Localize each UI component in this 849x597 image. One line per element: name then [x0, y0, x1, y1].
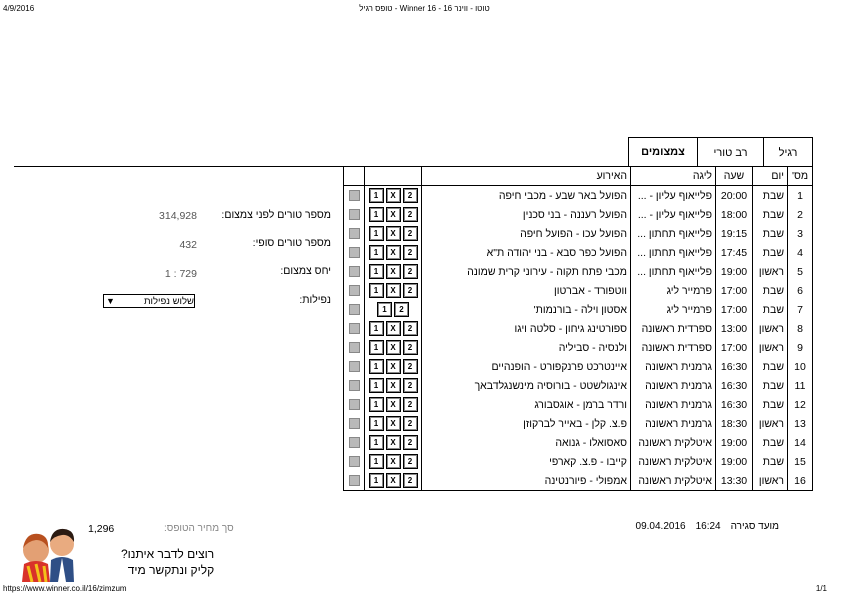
table-row — [344, 452, 813, 471]
row-event: מכבי פתח תקוה - עירוני קרית שמונה — [422, 262, 631, 281]
falls-select-value: שלוש נפילות — [143, 295, 194, 307]
bet-group — [369, 473, 418, 488]
row-select-checkbox[interactable] — [349, 228, 360, 239]
row-league: גרמנית ראשונה — [631, 414, 716, 433]
table-row — [344, 319, 813, 338]
table-row — [344, 414, 813, 433]
bet-option-button[interactable]: 1 — [369, 359, 384, 374]
row-day: שבת — [753, 224, 788, 243]
bet-option-button[interactable]: 1 — [369, 378, 384, 393]
bet-option-button[interactable]: 1 — [369, 245, 384, 260]
row-num: 12 — [788, 395, 813, 414]
row-league: פלייאוף עליון - ... — [631, 186, 716, 206]
header-day: יום — [753, 167, 788, 186]
form-tabs — [629, 137, 813, 167]
row-num: 16 — [788, 471, 813, 491]
row-bets — [365, 243, 422, 262]
row-league: איטלקית ראשונה — [631, 452, 716, 471]
bet-option-button[interactable]: X — [386, 473, 401, 488]
row-time: 13:00 — [716, 319, 753, 338]
closing-label: מועד סגירה — [730, 521, 779, 532]
row-day: שבת — [753, 433, 788, 452]
row-time: 16:30 — [716, 357, 753, 376]
bet-option-button[interactable]: X — [386, 321, 401, 336]
row-league: גרמנית ראשונה — [631, 395, 716, 414]
bet-option-button[interactable]: 1 — [369, 321, 384, 336]
row-time: 20:00 — [716, 186, 753, 206]
row-league: גרמנית ראשונה — [631, 357, 716, 376]
bet-option-button[interactable]: 2 — [394, 302, 409, 317]
contact-line1: רוצים לדבר איתנו? — [121, 547, 215, 561]
row-event: ספורטינג גיחון - סלטה ויגו — [422, 319, 631, 338]
row-day: שבת — [753, 205, 788, 224]
row-event: הפועל באר שבע - מכבי חיפה — [422, 186, 631, 206]
row-select-cell — [344, 186, 365, 206]
bet-option-button[interactable]: 2 — [403, 416, 418, 431]
row-select-cell — [344, 262, 365, 281]
row-num: 11 — [788, 376, 813, 395]
row-select-checkbox[interactable] — [349, 418, 360, 429]
bet-group — [369, 378, 418, 393]
table-row — [344, 395, 813, 414]
table-row — [344, 281, 813, 300]
bet-option-button[interactable]: X — [386, 264, 401, 279]
row-select-checkbox[interactable] — [349, 209, 360, 220]
row-event: אינגולשטט - בורוסיה מינשנגלדבאך — [422, 376, 631, 395]
row-select-checkbox[interactable] — [349, 399, 360, 410]
ratio-label: יחס צמצום: — [280, 265, 331, 277]
row-day: שבת — [753, 452, 788, 471]
bet-option-button[interactable]: 2 — [403, 359, 418, 374]
row-bets — [365, 395, 422, 414]
row-event: אמפולי - פיורנטינה — [422, 471, 631, 491]
row-time: 17:00 — [716, 338, 753, 357]
header-league: ליגה — [631, 167, 716, 186]
table-header — [344, 167, 813, 186]
bet-option-button[interactable]: 1 — [369, 264, 384, 279]
row-event: הפועל כפר סבא - בני יהודה ת"א — [422, 243, 631, 262]
table-row — [344, 471, 813, 491]
row-select-cell — [344, 452, 365, 471]
support-avatars-icon[interactable] — [14, 520, 84, 582]
bet-option-button[interactable]: 1 — [369, 340, 384, 355]
row-select-checkbox[interactable] — [349, 361, 360, 372]
row-time: 18:30 — [716, 414, 753, 433]
bet-option-button[interactable]: 2 — [403, 188, 418, 203]
bet-option-button[interactable]: 1 — [369, 188, 384, 203]
bet-option-button[interactable]: X — [386, 435, 401, 450]
bet-option-button[interactable]: 1 — [369, 207, 384, 222]
bet-option-button[interactable]: 1 — [369, 416, 384, 431]
row-num: 8 — [788, 319, 813, 338]
bet-option-button[interactable]: X — [386, 359, 401, 374]
tab-regular[interactable]: רגיל — [763, 137, 813, 167]
row-day: שבת — [753, 376, 788, 395]
bet-option-button[interactable]: X — [386, 207, 401, 222]
row-event: ולנסיה - סביליה — [422, 338, 631, 357]
row-select-checkbox[interactable] — [349, 342, 360, 353]
row-num: 3 — [788, 224, 813, 243]
bet-option-button[interactable]: X — [386, 245, 401, 260]
bet-option-button[interactable]: X — [386, 340, 401, 355]
row-select-checkbox[interactable] — [349, 456, 360, 467]
bet-option-button[interactable]: 1 — [369, 435, 384, 450]
row-select-checkbox[interactable] — [349, 380, 360, 391]
row-time: 13:30 — [716, 471, 753, 491]
row-time: 19:00 — [716, 262, 753, 281]
bet-option-button[interactable]: 2 — [403, 473, 418, 488]
bet-option-button[interactable]: X — [386, 226, 401, 241]
table-row — [344, 262, 813, 281]
row-league: ספרדית ראשונה — [631, 338, 716, 357]
ratio-value: 1 : 729 — [164, 268, 197, 280]
row-league: פרמייר ליג — [631, 300, 716, 319]
row-num: 1 — [788, 186, 813, 206]
row-select-cell — [344, 414, 365, 433]
falls-select[interactable] — [103, 294, 195, 308]
bet-group — [369, 207, 418, 222]
row-num: 4 — [788, 243, 813, 262]
row-day: שבת — [753, 243, 788, 262]
table-row — [344, 300, 813, 319]
row-bets — [365, 376, 422, 395]
print-page: 1/1 — [815, 584, 827, 593]
header-event: האירוע — [422, 167, 631, 186]
row-time: 16:30 — [716, 376, 753, 395]
tab-multi[interactable]: רב טורי — [697, 137, 764, 167]
row-league: פלייאוף תחתון ... — [631, 262, 716, 281]
row-select-checkbox[interactable] — [349, 266, 360, 277]
row-day: שבת — [753, 357, 788, 376]
row-select-cell — [344, 338, 365, 357]
table-row — [344, 243, 813, 262]
row-select-cell — [344, 433, 365, 452]
row-event: הפועל רעננה - בני סכנין — [422, 205, 631, 224]
table-row — [344, 357, 813, 376]
bet-option-button[interactable]: 2 — [403, 207, 418, 222]
closing-info — [636, 521, 779, 532]
row-league: איטלקית ראשונה — [631, 471, 716, 491]
row-day: ראשון — [753, 262, 788, 281]
total-price-label: סך מחיר הטופס: — [164, 523, 234, 534]
row-num: 10 — [788, 357, 813, 376]
final-columns-label: מספר טורים סופי: — [252, 237, 331, 249]
row-bets — [365, 186, 422, 206]
row-event: אסטון וילה - בורנמות' — [422, 300, 631, 319]
row-select-checkbox[interactable] — [349, 304, 360, 315]
row-select-checkbox[interactable] — [349, 437, 360, 448]
row-bets — [365, 338, 422, 357]
bet-option-button[interactable]: 2 — [403, 321, 418, 336]
row-bets — [365, 262, 422, 281]
bet-option-button[interactable]: 2 — [403, 245, 418, 260]
row-league: פלייאוף תחתון ... — [631, 224, 716, 243]
bet-option-button[interactable]: X — [386, 454, 401, 469]
row-league: פלייאוף עליון - ... — [631, 205, 716, 224]
print-url: https://www.winner.co.il/16/zimzum — [3, 584, 127, 593]
bet-group — [369, 245, 418, 260]
row-time: 19:00 — [716, 433, 753, 452]
row-event: פ.צ. קלן - באייר לברקוזן — [422, 414, 631, 433]
table-row — [344, 224, 813, 243]
row-bets — [365, 300, 422, 319]
row-event: ורדר ברמן - אוגסבורג — [422, 395, 631, 414]
matches-table — [343, 167, 813, 491]
bet-group — [369, 359, 418, 374]
row-bets — [365, 224, 422, 243]
row-time: 17:45 — [716, 243, 753, 262]
closing-date: 09.04.2016 — [635, 521, 686, 532]
row-time: 19:00 — [716, 452, 753, 471]
bet-group — [377, 302, 409, 317]
bet-option-button[interactable]: 1 — [369, 226, 384, 241]
row-league: איטלקית ראשונה — [631, 433, 716, 452]
final-columns-value: 432 — [179, 239, 197, 251]
row-bets — [365, 319, 422, 338]
header-time: שעה — [716, 167, 753, 186]
row-event: הפועל עכו - הפועל חיפה — [422, 224, 631, 243]
bet-option-button[interactable]: 1 — [369, 454, 384, 469]
row-num: 6 — [788, 281, 813, 300]
print-date: 4/9/2016 — [3, 4, 35, 13]
dropdown-arrow-icon: ▼ — [106, 296, 115, 306]
bet-option-button[interactable]: 2 — [403, 283, 418, 298]
row-bets — [365, 433, 422, 452]
row-bets — [365, 357, 422, 376]
row-select-cell — [344, 281, 365, 300]
bet-option-button[interactable]: 1 — [369, 397, 384, 412]
row-event: קייבו - פ.צ. קארפי — [422, 452, 631, 471]
row-num: 7 — [788, 300, 813, 319]
row-select-checkbox[interactable] — [349, 475, 360, 486]
bet-option-button[interactable]: 2 — [403, 226, 418, 241]
row-select-checkbox[interactable] — [349, 285, 360, 296]
bet-option-button[interactable]: 2 — [403, 340, 418, 355]
bet-group — [369, 454, 418, 469]
header-num: מס' — [788, 167, 813, 186]
bet-option-button[interactable]: X — [386, 397, 401, 412]
row-time: 17:00 — [716, 300, 753, 319]
bet-option-button[interactable]: 2 — [403, 378, 418, 393]
bet-group — [369, 435, 418, 450]
row-day: ראשון — [753, 319, 788, 338]
table-row — [344, 338, 813, 357]
bet-group — [369, 188, 418, 203]
columns-before-value: 314,928 — [159, 210, 197, 222]
row-select-checkbox[interactable] — [349, 247, 360, 258]
bet-group — [369, 321, 418, 336]
bet-group — [369, 340, 418, 355]
bet-group — [369, 283, 418, 298]
bet-option-button[interactable]: 1 — [369, 283, 384, 298]
bet-option-button[interactable]: 2 — [403, 454, 418, 469]
row-day: שבת — [753, 281, 788, 300]
row-event: ווטפורד - אברטון — [422, 281, 631, 300]
row-day: שבת — [753, 395, 788, 414]
row-select-cell — [344, 471, 365, 491]
bet-group — [369, 264, 418, 279]
row-num: 14 — [788, 433, 813, 452]
row-event: איינטרכט פרנקפורט - הופנהיים — [422, 357, 631, 376]
row-num: 5 — [788, 262, 813, 281]
row-league: ספרדית ראשונה — [631, 319, 716, 338]
row-select-cell — [344, 300, 365, 319]
row-bets — [365, 281, 422, 300]
bet-option-button[interactable]: 2 — [403, 435, 418, 450]
table-row — [344, 433, 813, 452]
bet-option-button[interactable]: X — [386, 188, 401, 203]
print-title: טופס רגיל - Winner 16 - טוטו - ווינר 16 — [359, 4, 490, 13]
row-select-checkbox[interactable] — [349, 190, 360, 201]
bet-option-button[interactable]: 1 — [377, 302, 392, 317]
row-select-cell — [344, 376, 365, 395]
row-time: 19:15 — [716, 224, 753, 243]
row-bets — [365, 452, 422, 471]
row-bets — [365, 414, 422, 433]
row-day: ראשון — [753, 471, 788, 491]
row-select-cell — [344, 205, 365, 224]
table-row — [344, 186, 813, 206]
contact-line2: קליק ונתקשר מיד — [127, 563, 215, 577]
contact-callout[interactable] — [121, 546, 214, 578]
row-day: ראשון — [753, 338, 788, 357]
row-num: 13 — [788, 414, 813, 433]
row-time: 17:00 — [716, 281, 753, 300]
row-num: 2 — [788, 205, 813, 224]
bet-option-button[interactable]: 2 — [403, 264, 418, 279]
header-bets — [365, 167, 422, 186]
row-num: 9 — [788, 338, 813, 357]
row-num: 15 — [788, 452, 813, 471]
row-league: פרמייר ליג — [631, 281, 716, 300]
bet-group — [369, 397, 418, 412]
tab-reductions[interactable]: צמצומים — [628, 137, 698, 167]
row-select-cell — [344, 243, 365, 262]
row-bets — [365, 471, 422, 491]
bet-group — [369, 416, 418, 431]
row-select-cell — [344, 395, 365, 414]
row-select-cell — [344, 357, 365, 376]
row-select-cell — [344, 224, 365, 243]
table-row — [344, 376, 813, 395]
bet-option-button[interactable]: 1 — [369, 473, 384, 488]
total-price-value: 1,296 — [88, 523, 115, 535]
row-day: ראשון — [753, 414, 788, 433]
closing-time: 16:24 — [695, 521, 721, 532]
row-select-cell — [344, 319, 365, 338]
row-time: 16:30 — [716, 395, 753, 414]
row-time: 18:00 — [716, 205, 753, 224]
row-day: שבת — [753, 300, 788, 319]
falls-label: נפילות: — [299, 294, 331, 306]
bet-option-button[interactable]: X — [386, 283, 401, 298]
bet-option-button[interactable]: 2 — [403, 397, 418, 412]
header-select — [344, 167, 365, 186]
columns-before-label: מספר טורים לפני צמצום: — [221, 209, 331, 221]
table-row — [344, 205, 813, 224]
row-league: גרמנית ראשונה — [631, 376, 716, 395]
row-event: סאסואלו - גנואה — [422, 433, 631, 452]
bet-option-button[interactable]: X — [386, 416, 401, 431]
row-league: פלייאוף תחתון ... — [631, 243, 716, 262]
bet-option-button[interactable]: X — [386, 378, 401, 393]
row-day: שבת — [753, 186, 788, 206]
row-select-checkbox[interactable] — [349, 323, 360, 334]
bet-group — [369, 226, 418, 241]
row-bets — [365, 205, 422, 224]
